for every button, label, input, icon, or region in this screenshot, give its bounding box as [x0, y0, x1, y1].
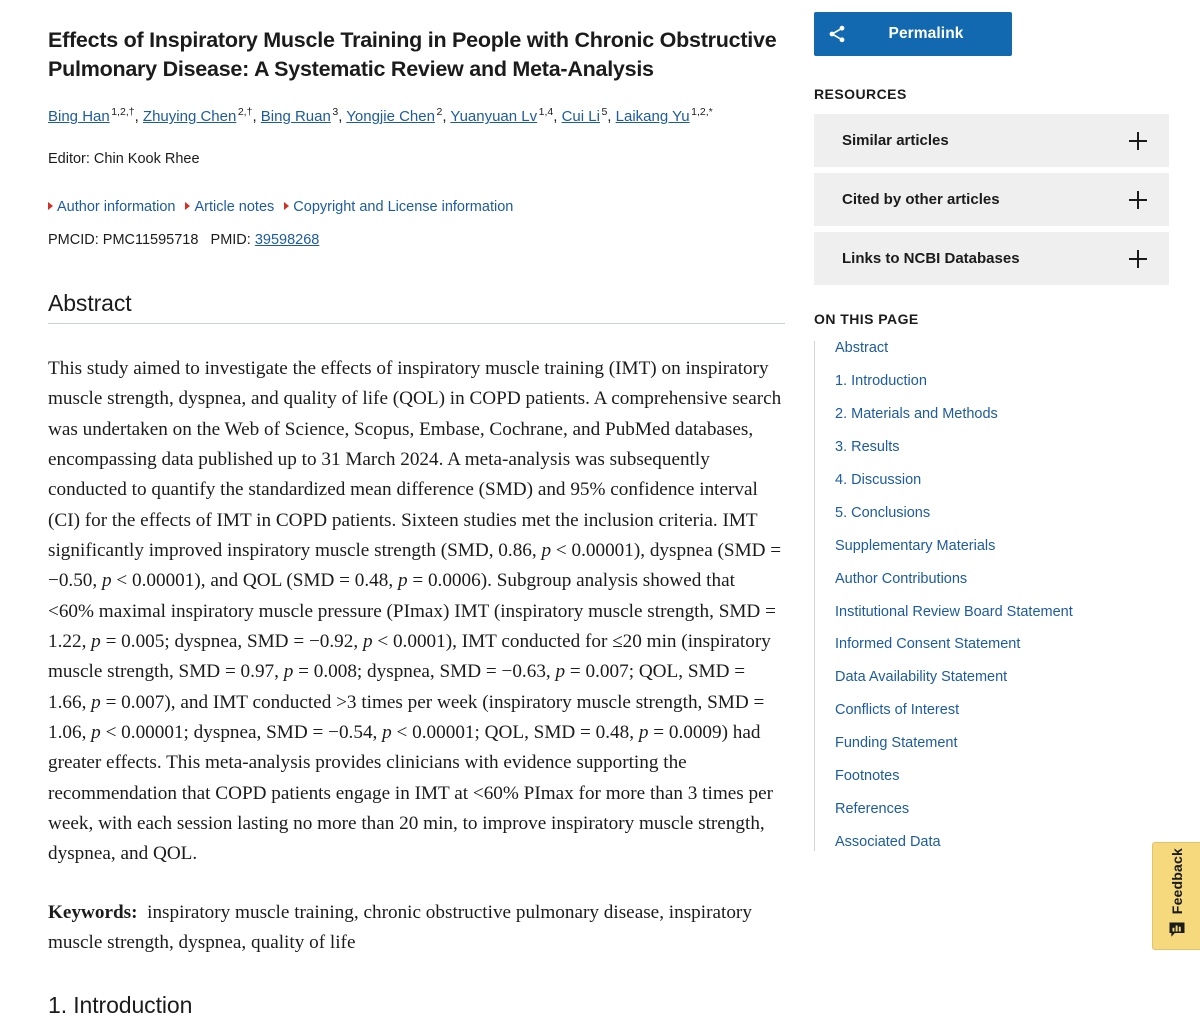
toc-link[interactable]: 5. Conclusions	[835, 504, 931, 521]
permalink-label: Permalink	[888, 25, 964, 42]
toc-link[interactable]: Informed Consent Statement	[835, 636, 1021, 653]
article-meta-links	[48, 197, 784, 217]
author-affiliation-marker: 5	[601, 106, 608, 119]
on-this-page-heading: ON THIS PAGE	[814, 311, 919, 327]
toc-link[interactable]: Funding Statement	[835, 735, 958, 752]
permalink-button[interactable]	[814, 12, 1012, 56]
keywords-value: inspiratory muscle training, chronic obstructive pulmonary disease, inspiratory muscle strength, dyspnea, quality of life	[48, 901, 752, 953]
p-value-symbol: p	[283, 661, 294, 683]
plus-icon	[1129, 132, 1147, 150]
toc-link[interactable]: 4. Discussion	[835, 471, 922, 488]
keywords-label: Keywords:	[48, 901, 138, 923]
editor-line: Editor: Chin Kook Rhee	[48, 150, 200, 167]
author-link[interactable]: Laikang Yu	[615, 108, 690, 126]
article-identifiers	[48, 232, 784, 248]
author-affiliation-marker: 3	[332, 106, 339, 119]
toc-link[interactable]: Data Availability Statement	[835, 669, 1008, 686]
expandable-meta-link[interactable]	[284, 199, 513, 215]
meta-link-label: Copyright and License information	[293, 198, 514, 215]
triangle-right-icon	[185, 202, 190, 210]
triangle-right-icon	[284, 202, 289, 210]
toc-link[interactable]: Abstract	[835, 340, 889, 356]
plus-icon	[1129, 250, 1147, 268]
page-title: Effects of Inspiratory Muscle Training in People with Chronic Obstructive Pulmonary Disease: A Systematic Review and Meta-Analysis	[48, 28, 777, 81]
author-affiliation-marker: 2	[436, 106, 443, 119]
p-value-symbol: p	[397, 570, 408, 592]
abstract-heading-rule	[48, 323, 785, 324]
author-separator: ,	[607, 108, 616, 126]
p-value-symbol: p	[382, 721, 392, 743]
feedback-label: Feedback	[1168, 848, 1185, 915]
triangle-right-icon	[48, 202, 53, 210]
share-icon	[814, 24, 860, 44]
toc-link[interactable]: Supplementary Materials	[835, 537, 996, 554]
pmid-link[interactable]: 39598268	[254, 231, 320, 248]
toc-link[interactable]: 3. Results	[835, 438, 900, 455]
author-affiliation-marker: 2,†	[237, 106, 253, 119]
resources-accordion	[814, 114, 1168, 285]
p-value-symbol: p	[541, 539, 552, 561]
meta-link-label: Author information	[57, 198, 176, 215]
p-value-symbol: p	[91, 630, 101, 652]
p-value-symbol: p	[102, 570, 112, 592]
toc-link[interactable]: Associated Data	[835, 834, 941, 851]
toc-link[interactable]: Author Contributions	[835, 570, 968, 587]
author-list	[48, 105, 784, 129]
accordion-item[interactable]	[814, 173, 1169, 226]
expandable-meta-link[interactable]	[48, 199, 175, 215]
accordion-label: Similar articles	[842, 132, 949, 149]
accordion-item[interactable]	[814, 232, 1169, 285]
pmid-label: PMID:	[210, 231, 251, 248]
author-affiliation-marker: 1,4	[538, 106, 554, 119]
pmcid-label: PMCID: PMC11595718	[48, 231, 199, 248]
feedback-tab[interactable]	[1152, 842, 1200, 950]
accordion-label: Links to NCBI Databases	[842, 250, 1020, 267]
p-value-symbol: p	[91, 721, 101, 743]
author-separator: ,	[442, 108, 451, 126]
author-link[interactable]: Zhuying Chen	[142, 108, 237, 126]
on-this-page-list	[814, 341, 1168, 851]
p-value-symbol: p	[638, 721, 649, 743]
keywords-block	[48, 898, 784, 959]
author-link[interactable]: Yuanyuan Lv	[450, 108, 538, 126]
p-value-symbol: p	[91, 691, 101, 713]
author-separator: ,	[134, 108, 143, 126]
author-link[interactable]: Yongjie Chen	[346, 108, 435, 126]
abstract-text: This study aimed to investigate the effects of inspiratory muscle training (IMT) on inspiratory muscle strength, dyspnea, and quality of life (QOL) in COPD patients. A comprehensive search was undertaken on the Web of Science, Scopus, Embase, Cochrane, and PubMed databases, encompassing data published up to 31 March 2024. A meta-analysis was subsequently conducted to quantify the standardized mean difference (SMD) and 95% confidence interval (CI) for the effects of IMT in COPD patients. Sixteen studies met the inclusion criteria. IMT significantly improved inspiratory muscle strength (SMD, 0.86, p < 0.00001), dyspnea (SMD = −0.50, p < 0.00001), and QOL (SMD = 0.48, p = 0.0006). Subgroup analysis showed that <60% maximal inspiratory muscle pressure (PImax) IMT (inspiratory muscle strength, SMD = 1.22, p = 0.005; dyspnea, SMD = −0.92, p < 0.0001), IMT conducted for ≤20 min (inspiratory muscle strength, SMD = 0.97, p = 0.008; dyspnea, SMD = −0.63, p = 0.007; QOL, SMD = 1.66, p = 0.007), and IMT conducted >3 times per week (inspiratory muscle strength, SMD = 1.06, p < 0.00001; dyspnea, SMD = −0.54, p < 0.00001; QOL, SMD = 0.48, p = 0.0009) had greater effects. This meta-analysis provides clinicians with evidence supporting the recommendation that COPD patients engage in IMT at <60% PImax for more than 3 times per week, with each session lasting no more than 20 min, to improve inspiratory muscle strength, dyspnea, and QOL.	[48, 357, 782, 865]
toc-link[interactable]: 2. Materials and Methods	[835, 405, 998, 422]
author-separator: ,	[338, 108, 347, 126]
sidebar	[800, 0, 1200, 996]
toc-link[interactable]: Institutional Review Board Statement	[835, 603, 1073, 620]
author-separator: ,	[553, 108, 562, 126]
meta-link-label: Article notes	[194, 198, 275, 215]
p-value-symbol: p	[362, 630, 373, 652]
toc-link[interactable]: References	[835, 801, 910, 818]
introduction-heading: 1. Introduction	[48, 992, 193, 1019]
resources-heading: RESOURCES	[814, 86, 907, 102]
author-link[interactable]: Cui Li	[561, 108, 600, 126]
author-link[interactable]: Bing Ruan	[260, 108, 331, 126]
chart-bubble-icon	[1168, 921, 1186, 944]
author-link[interactable]: Bing Han	[48, 108, 110, 126]
expandable-meta-link[interactable]	[185, 199, 274, 215]
accordion-label: Cited by other articles	[842, 191, 1000, 208]
p-value-symbol: p	[555, 661, 566, 683]
toc-link[interactable]: 1. Introduction	[835, 372, 927, 389]
author-separator: ,	[252, 108, 261, 126]
toc-link[interactable]: Footnotes	[835, 768, 900, 785]
abstract-heading: Abstract	[48, 289, 132, 316]
author-affiliation-marker: 1,2,†	[111, 106, 135, 119]
accordion-item[interactable]	[814, 114, 1169, 167]
author-affiliation-marker: 1,2,*	[691, 106, 713, 119]
plus-icon	[1129, 191, 1147, 209]
toc-link[interactable]: Conflicts of Interest	[835, 702, 960, 719]
